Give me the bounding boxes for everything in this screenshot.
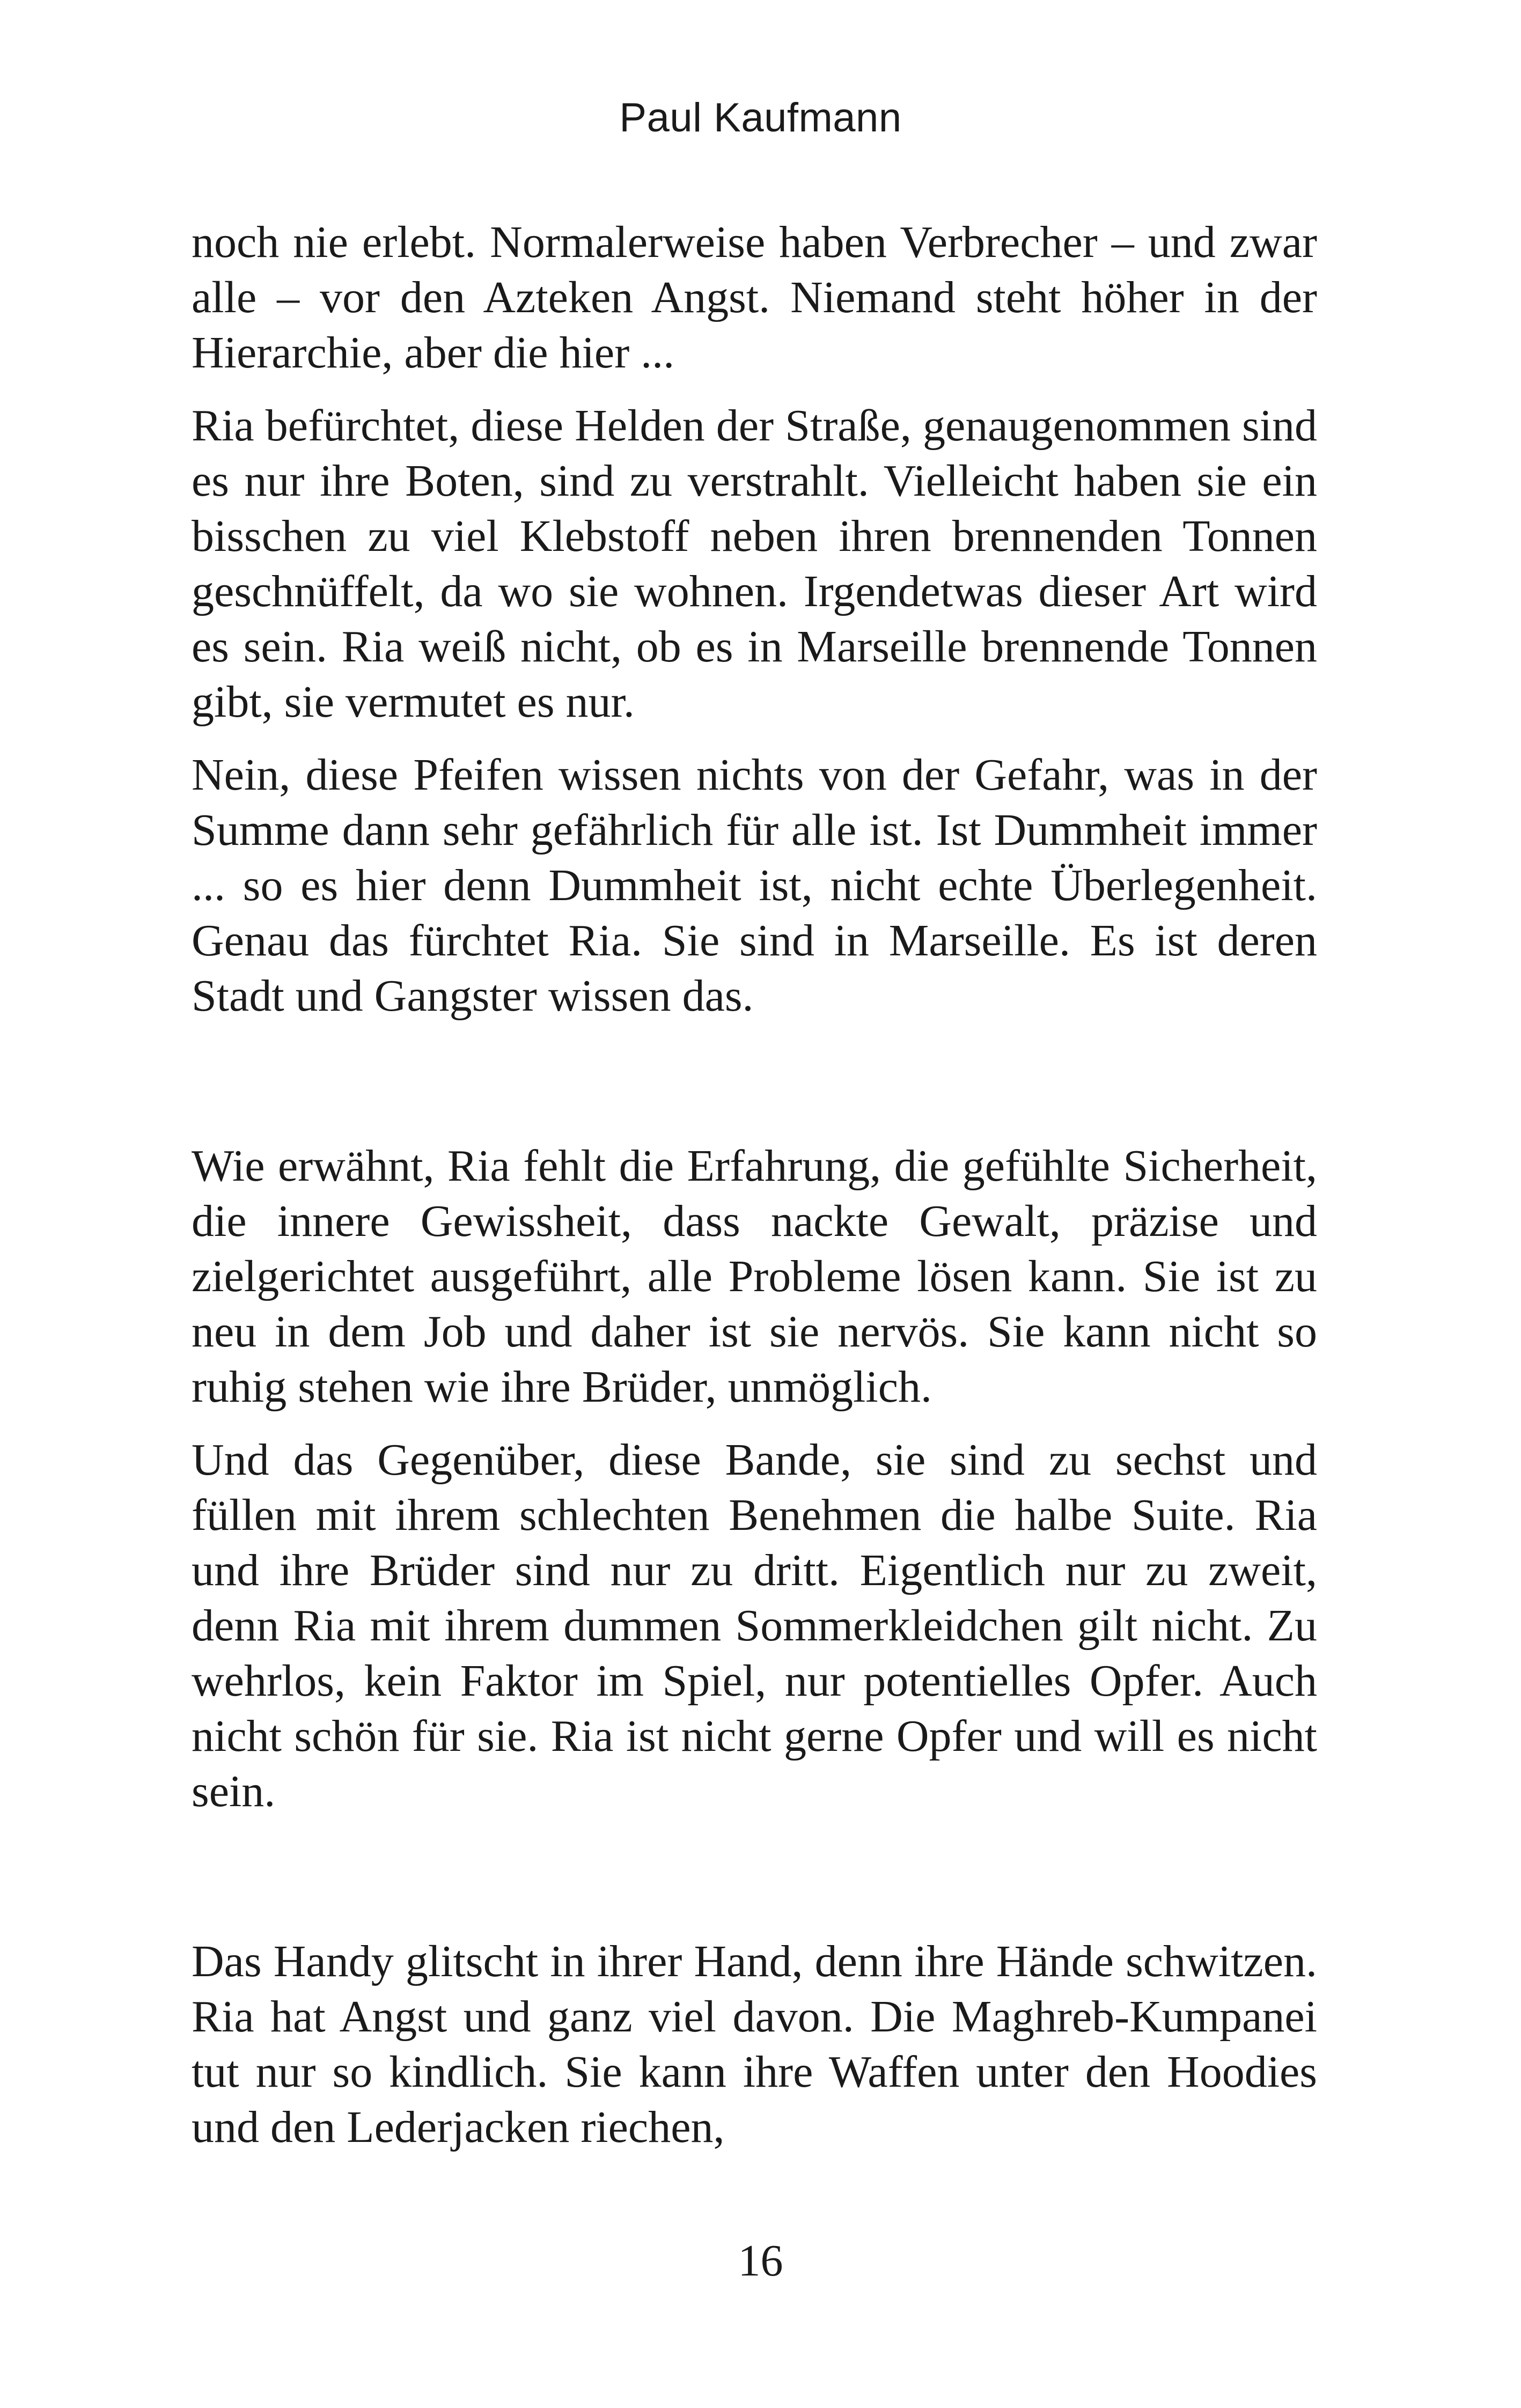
running-header-author: Paul Kaufmann: [619, 95, 902, 141]
paragraph: Ria befürchtet, diese Helden der Straße, genaugenommen sind es nur ihre Boten, sind zu verstrahlt. Vielleicht haben sie ein bisschen zu viel Klebstoff neben ihren brennenden Tonnen geschnüffelt, da wo sie wohnen. Irgendetwas dieser Art wird es sein. Ria weiß nicht, ob es in Marseille brennende Tonnen gibt, sie vermutet es nur.: [192, 401, 1317, 727]
paragraph: Das Handy glitscht in ihrer Hand, denn ihre Hände schwitzen. Ria hat Angst und ganz viel davon. Die Maghreb-Kumpanei tut nur so kindlich. Sie kann ihre Waffen unter den Hoodies und den Lederjacken riechen,: [192, 1936, 1317, 2152]
paragraph: Und das Gegenüber, diese Bande, sie sind zu sechst und füllen mit ihrem schlechten Benehmen die halbe Suite. Ria und ihre Brüder sind nur zu dritt. Eigentlich nur zu zweit, denn Ria mit ihrem dummen Sommerkleidchen gilt nicht. Zu wehrlos, kein Faktor im Spiel, nur potentielles Opfer. Auch nicht schön für sie. Ria ist nicht gerne Opfer und will es nicht sein.: [192, 1435, 1317, 1816]
body-text: [192, 215, 1317, 2155]
page-number: 16: [738, 2236, 783, 2286]
paragraph: noch nie erlebt. Normalerweise haben Verbrecher – und zwar alle – vor den Azteken Angst. Niemand steht höher in der Hierarchie, aber die hier ...: [192, 217, 1317, 378]
paragraph: Nein, diese Pfeifen wissen nichts von der Gefahr, was in der Summe dann sehr gefährlich für alle ist. Ist Dummheit immer ... so es hier denn Dummheit ist, nicht echte Überlegenheit. Genau das fürchtet Ria. Sie sind in Marseille. Es ist deren Stadt und Gangster wissen das.: [192, 750, 1317, 1021]
paragraph: Wie erwähnt, Ria fehlt die Erfahrung, die gefühlte Sicherheit, die innere Gewissheit, dass nackte Gewalt, präzise und zielgerichtet ausgeführt, alle Probleme lösen kann. Sie ist zu neu in dem Job und daher ist sie nervös. Sie kann nicht so ruhig stehen wie ihre Brüder, unmöglich.: [192, 1141, 1317, 1412]
